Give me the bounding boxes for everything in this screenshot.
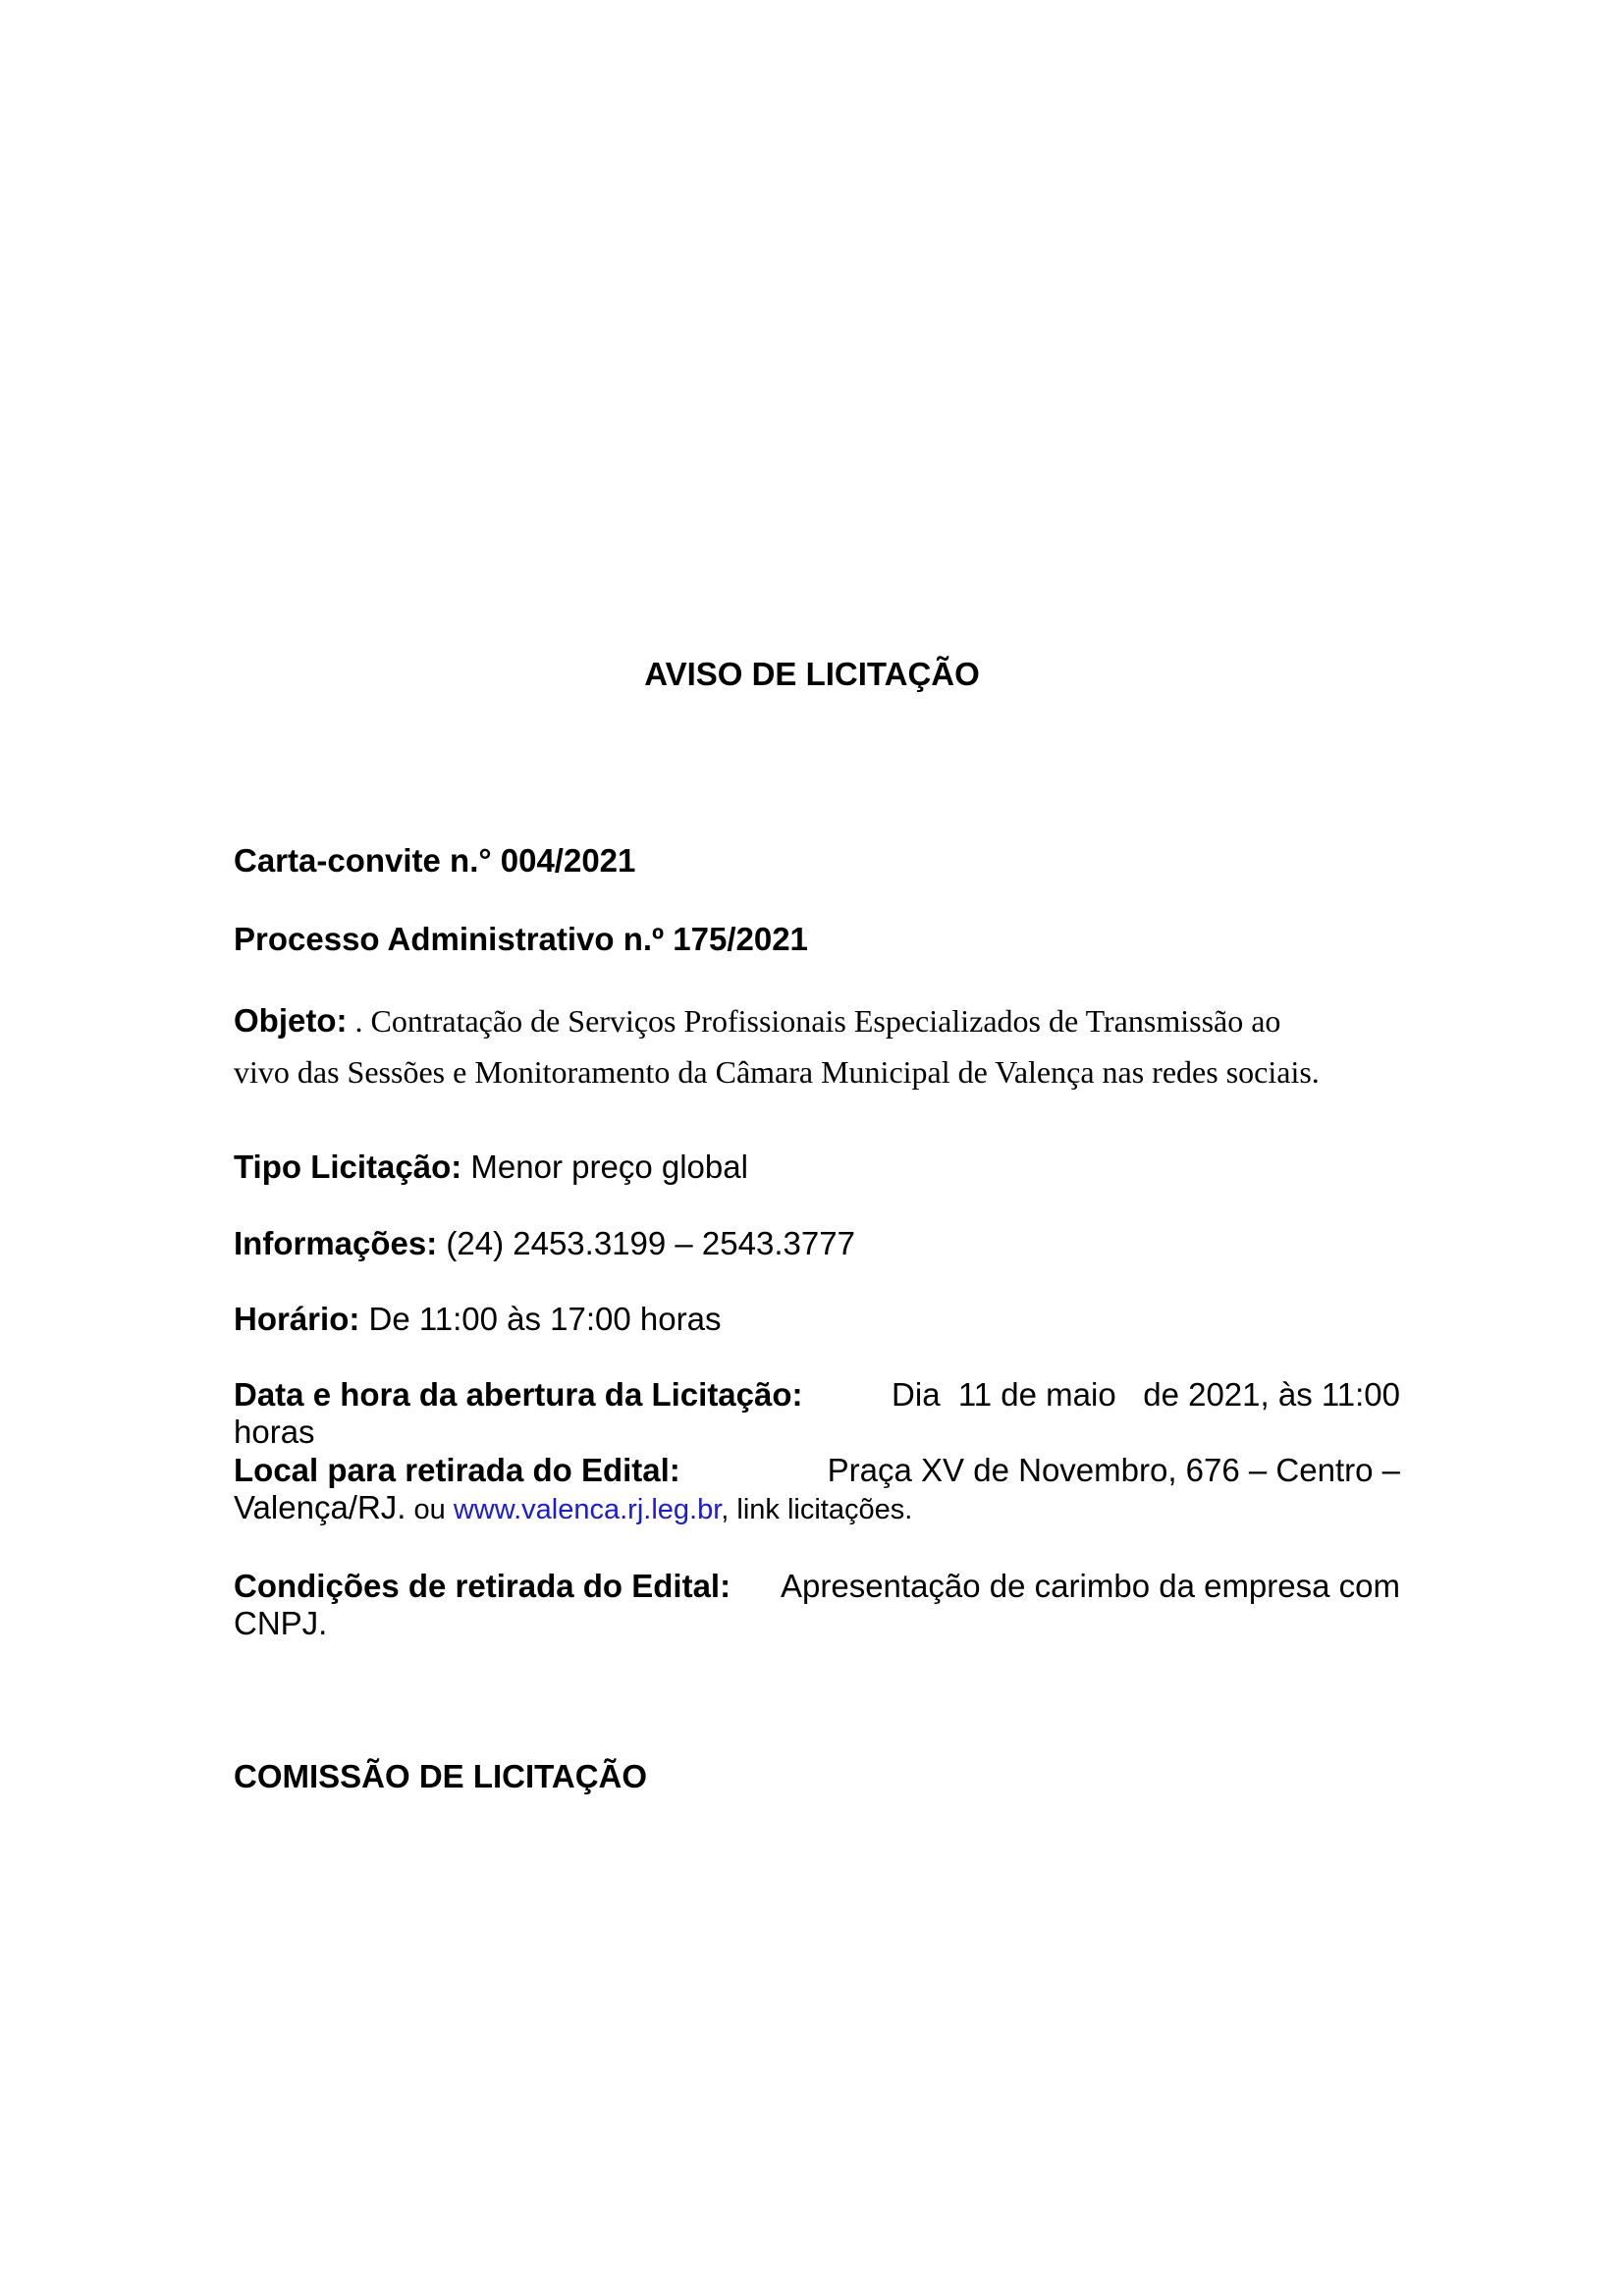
condicoes-value: Apresentação de carimbo da empresa com [781,1568,1400,1604]
camara-website-link[interactable]: www.valenca.rj.leg.br [453,1494,722,1525]
condicoes-label: Condições de retirada do Edital: [234,1568,731,1604]
local-retirada-value-cont: Valença/RJ. [234,1489,406,1525]
condicoes-value-cont: CNPJ. [234,1605,328,1641]
data-abertura-label: Data e hora da abertura da Licitação: [234,1376,803,1413]
local-retirada-label: Local para retirada do Edital: [234,1452,680,1488]
data-abertura-value-cont: horas [234,1414,315,1450]
local-retirada-value: Praça XV de Novembro, 676 – Centro – [827,1452,1400,1488]
data-abertura [234,1376,1400,1451]
data-abertura-value: Dia 11 de maio de 2021, às 11:00 [892,1376,1400,1413]
carta-convite: Carta-convite n.° 004/2021 [234,842,636,879]
informacoes [234,1225,1400,1262]
document-title: AVISO DE LICITAÇÃO [644,656,980,692]
comissao-licitacao: COMISSÃO DE LICITAÇÃO [234,1758,648,1794]
tipo-licitacao [234,1148,1400,1186]
local-retirada [234,1452,1400,1528]
tipo-label: Tipo Licitação: [234,1148,462,1185]
horario-label: Horário: [234,1301,360,1337]
horario [234,1301,1400,1338]
objeto-section [234,995,1400,1097]
informacoes-value: (24) 2453.3199 – 2543.3777 [437,1225,855,1261]
informacoes-label: Informações: [234,1225,438,1261]
processo-administrativo: Processo Administrativo n.º 175/2021 [234,921,808,957]
tipo-value: Menor preço global [461,1148,748,1185]
condicoes-retirada [234,1568,1400,1642]
local-retirada-ou: ou [406,1494,454,1525]
objeto-text-line1: . Contratação de Serviços Profissionais Especializados de Transmissão ao [347,1003,1281,1039]
objeto-label: Objeto: [234,1002,348,1039]
horario-value: De 11:00 às 17:00 horas [359,1301,722,1337]
objeto-text-line2: vivo das Sessões e Monitoramento da Câmara Municipal de Valença nas redes sociais. [234,1054,1320,1090]
local-retirada-after-link: , link licitações. [721,1494,913,1525]
